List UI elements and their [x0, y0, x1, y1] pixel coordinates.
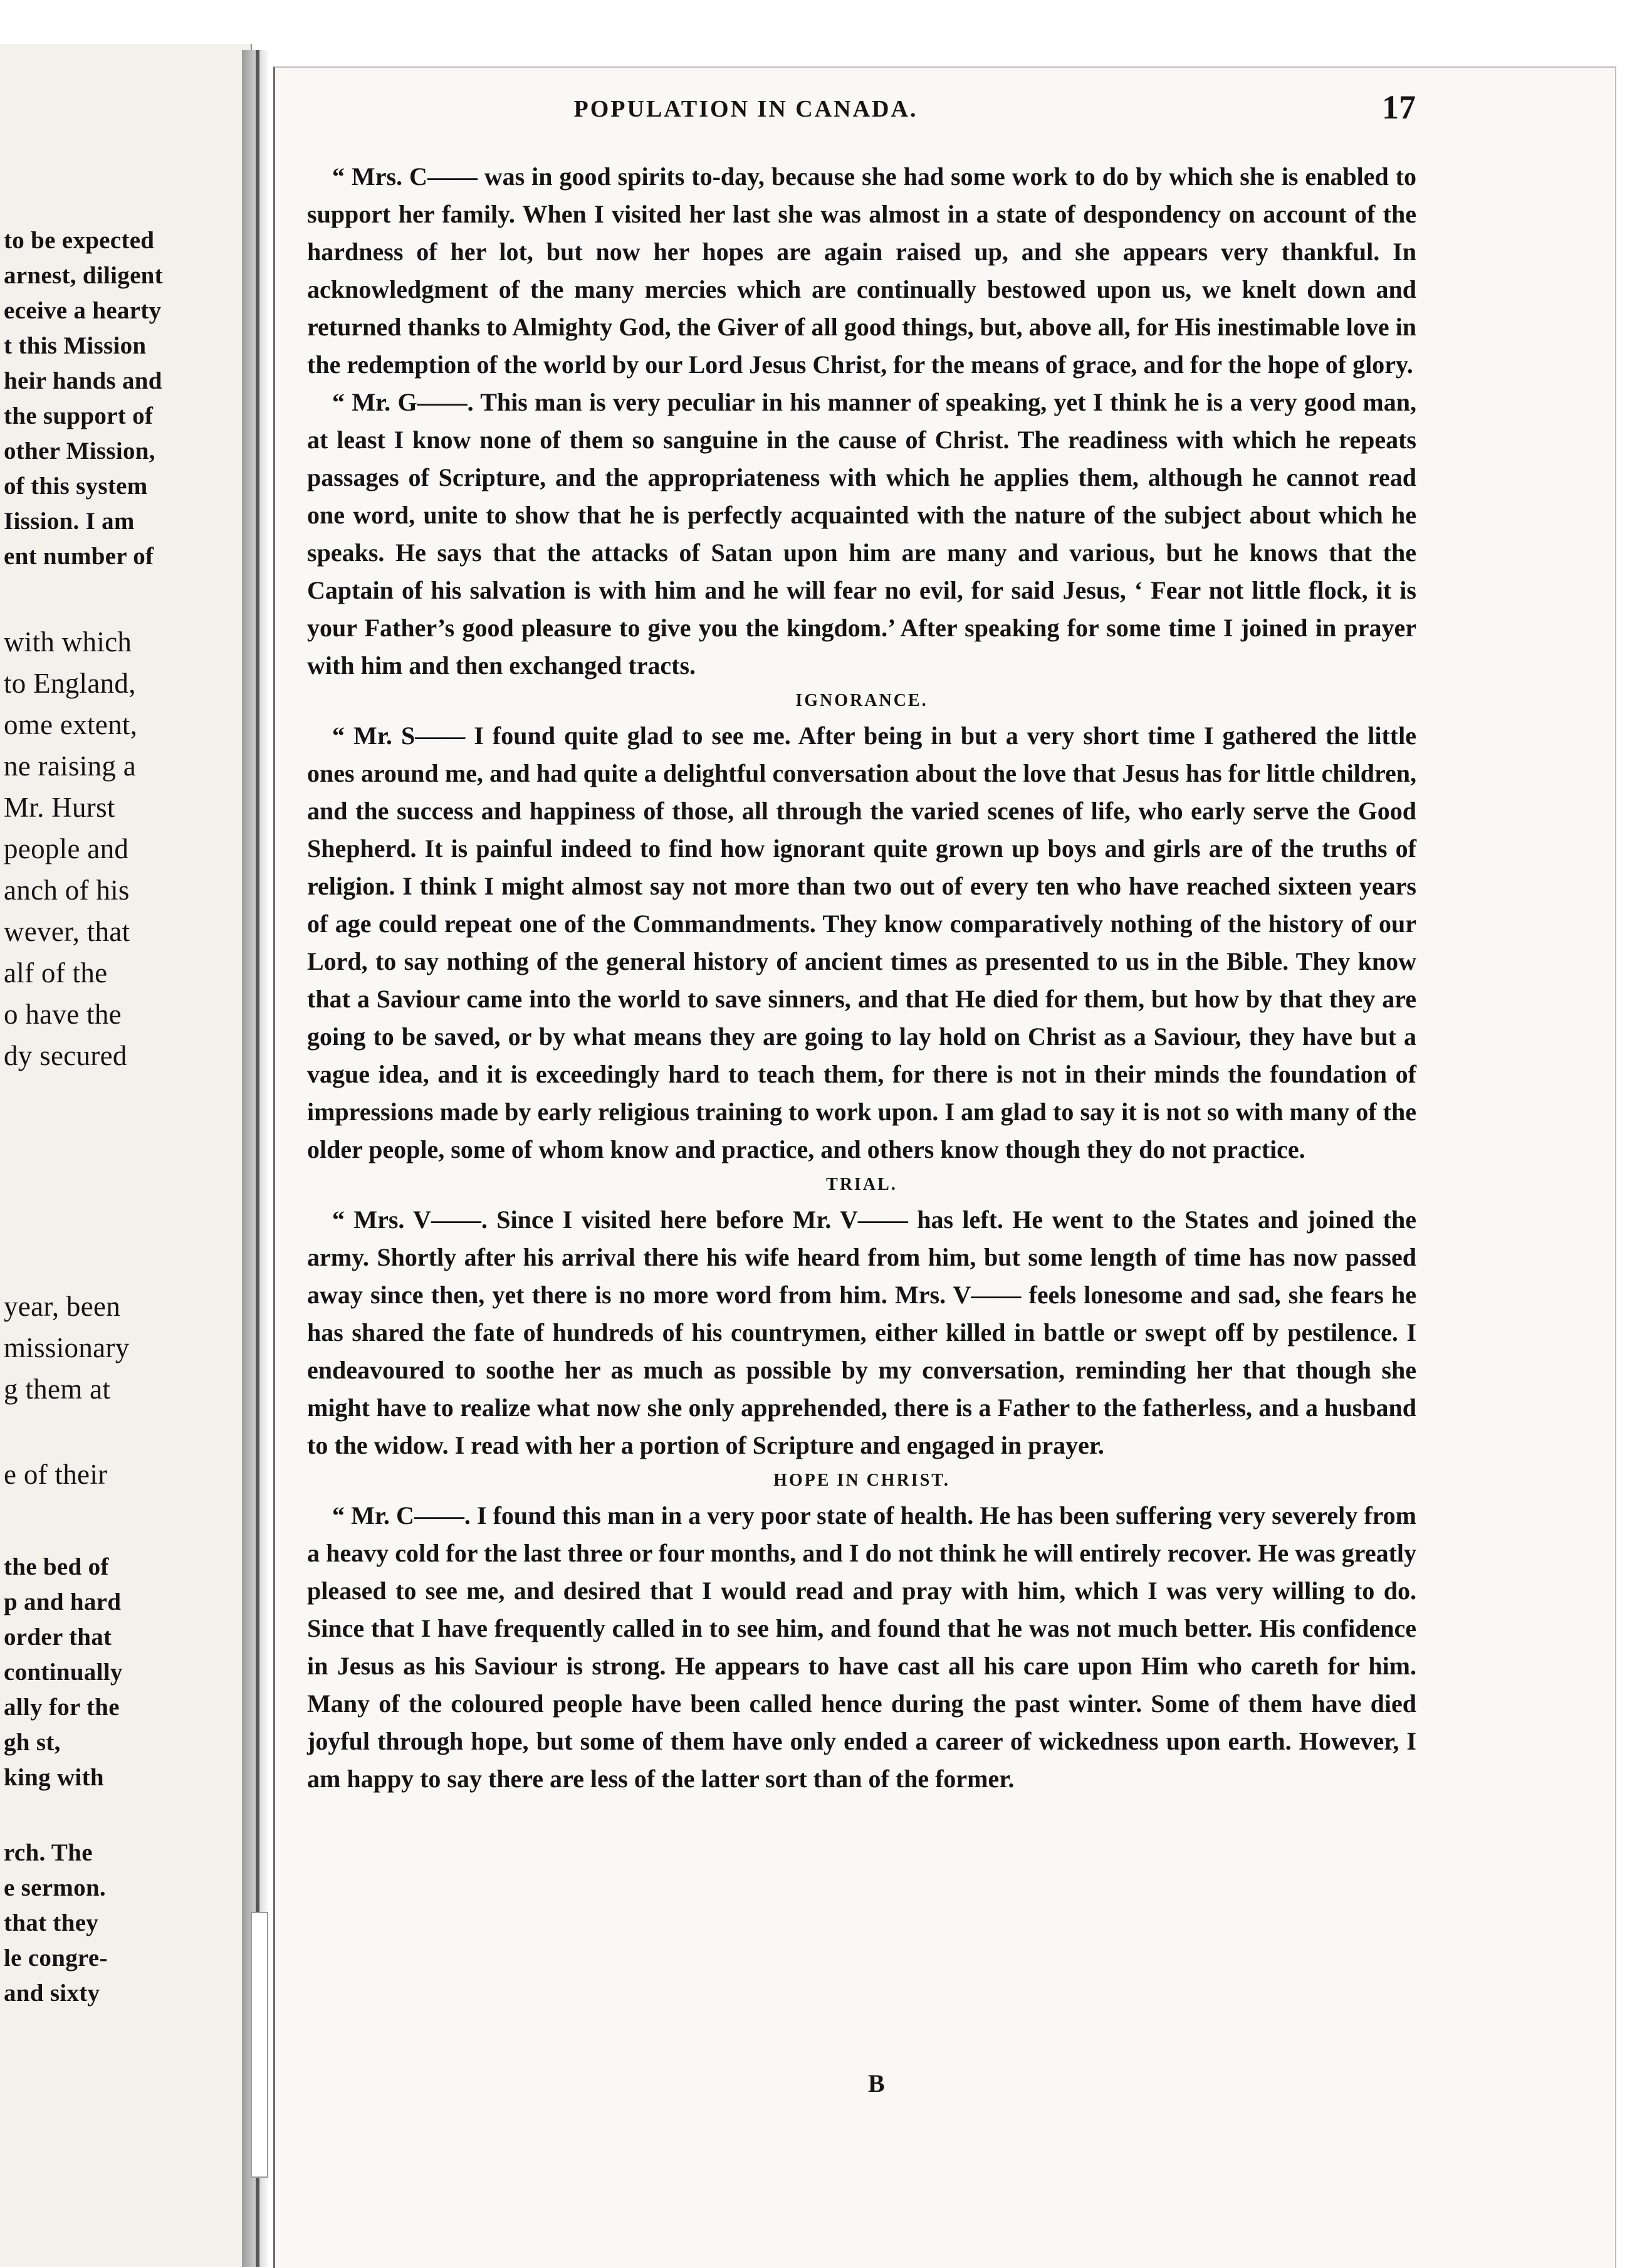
- left-text-line: and sixty: [4, 1980, 100, 2007]
- left-text-line: missionary: [4, 1332, 130, 1363]
- left-text-line: p and hard: [4, 1588, 122, 1615]
- signature-mark: B: [868, 2069, 885, 2097]
- left-text-line: other Mission,: [4, 438, 155, 465]
- left-text-line: with which: [4, 626, 132, 658]
- left-text-line: people and: [4, 833, 129, 864]
- left-text-line: o have the: [4, 999, 122, 1030]
- left-text-line: wever, that: [4, 916, 130, 947]
- left-text-line: anch of his: [4, 874, 130, 906]
- left-text-line: ne raising a: [4, 750, 137, 782]
- left-text-line: the support of: [4, 402, 154, 429]
- left-text-line: arnest, diligent: [4, 262, 163, 289]
- left-text-line: to England,: [4, 668, 136, 699]
- left-text-line: that they: [4, 1909, 99, 1936]
- left-page: [0, 44, 252, 2267]
- left-text-line: le congre-: [4, 1945, 108, 1971]
- left-text-line: year, been: [4, 1291, 121, 1322]
- left-text-line: e of their: [4, 1459, 108, 1490]
- paragraph: “ Mr. C——. I found this man in a very poor state of health. He has been suffering very severely from a heavy cold for the last three or four months, and I do not think he will entirely recover. He was greatly pleased to see me, and desired that I would read and pray with him, which I was very willing to do. Since that I have frequently called in to see him, and found that he was not much better. His confidence in Jesus as his Saviour is strong. He appears to have cast all his care upon Him who careth for him. Many of the coloured people have been called hence during the past winter. Some of them have died joyful through hope, but some of them have only ended a career of wickedness upon earth. However, I am happy to say there are less of the latter sort than of the former.: [307, 1501, 1416, 1793]
- page-number: 17: [1382, 88, 1416, 126]
- left-text-line: dy secured: [4, 1040, 127, 1071]
- left-text-line: t this Mission: [4, 332, 147, 359]
- running-head: POPULATION IN CANADA.: [573, 96, 918, 122]
- left-text-line: Mr. Hurst: [4, 792, 115, 823]
- paragraph: “ Mr. S—— I found quite glad to see me. After being in but a very short time I gathered the little ones around me, and had quite a delightful conversation about the love that Jesus has for little children, and the success and happiness of those, all through the varied scenes of life, who early serve the Good Shepherd. It is painful indeed to find how ignorant quite grown up boys and girls are of the truths of religion. I think I might almost say not more than two out of every ten who have reached sixteen years of age could repeat one of the Commandments. They know comparatively nothing of the history of our Lord, to say nothing of the general history of ancient times as presented to us in the Bible. They know that a Saviour came into the world to save sinners, and that He died for them, but how by that they are going to be saved, or by what means they are going to lay hold on Christ as a Saviour, they have but a vague idea, and it is exceedingly hard to teach them, for there is not in their minds the foundation of impressions made by early religious training to work upon. I am glad to say it is not so with many of the older people, some of whom know and practice, and others know though they do not practice.: [307, 722, 1416, 1163]
- left-text-line: alf of the: [4, 957, 108, 989]
- left-text-line: king with: [4, 1764, 104, 1791]
- section-heading-trial: TRIAL.: [826, 1175, 897, 1194]
- section-heading-ignorance: IGNORANCE.: [795, 691, 928, 710]
- left-text-line: ome extent,: [4, 709, 138, 740]
- left-text-line: to be expected: [4, 227, 155, 254]
- left-text-line: of this system: [4, 473, 148, 500]
- left-text-line: e sermon.: [4, 1874, 106, 1901]
- left-text-line: continually: [4, 1659, 123, 1686]
- main-text: [307, 158, 1416, 1798]
- paragraph: “ Mr. G——. This man is very peculiar in his manner of speaking, yet I think he is a very good man, at least I know none of them so sanguine in the cause of Christ. The readiness with which he repeats passages of Scripture, and the appropriateness with which he applies them, although he cannot read one word, unite to show that he is perfectly acquainted with the nature of the subject about which he speaks. He says that the attacks of Satan upon him are many and various, but he knows that the Captain of his salvation is with him and he will fear no evil, for said Jesus, ‘ Fear not little flock, it is your Father’s good pleasure to give you the kingdom.’ After speaking for some time I joined in prayer with him and then exchanged tracts.: [307, 388, 1416, 680]
- paragraph: “ Mrs. C—— was in good spirits to-day, because she had some work to do by which she is enabled to support her family. When I visited her last she was almost in a state of despondency on account of the hardness of her lot, but now her hopes are again raised up, and she appears very thankful. In acknowledgment of the many mercies which are continually bestowed upon us, we knelt down and returned thanks to Almighty God, the Giver of all good things, but, above all, for His inestimable love in the redemption of the world by our Lord Jesus Christ, for the means of grace, and for the hope of glory.: [307, 162, 1416, 379]
- left-text-line: Iission. I am: [4, 508, 135, 535]
- paragraph: “ Mrs. V——. Since I visited here before Mr. V—— has left. He went to the States and joined the army. Shortly after his arrival there his wife heard from him, but some length of time has now passed away since then, yet there is no more word from him. Mrs. V—— feels lonesome and sad, she fears he has shared the fate of hundreds of his countrymen, either killed in battle or swept off by pestilence. I endeavoured to soothe her as much as possible by my conversation, reminding her that though she might have to realize what now she only apprehended, there is a Father to the fatherless, and a husband to the widow. I read with her a portion of Scripture and engaged in prayer.: [307, 1205, 1416, 1459]
- left-text-line: order that: [4, 1624, 112, 1651]
- section-heading-hope-in-christ: HOPE IN CHRIST.: [773, 1471, 950, 1490]
- left-text-line: g them at: [4, 1373, 111, 1405]
- left-text-line: ent number of: [4, 543, 154, 570]
- left-text-line: heir hands and: [4, 367, 162, 394]
- left-text-line: gh st,: [4, 1729, 61, 1756]
- left-text-line: rch. The: [4, 1839, 93, 1866]
- left-text-line: eceive a hearty: [4, 297, 162, 324]
- left-text-line: ally for the: [4, 1694, 120, 1721]
- left-text-line: the bed of: [4, 1553, 109, 1580]
- page-tab: [251, 1912, 268, 2178]
